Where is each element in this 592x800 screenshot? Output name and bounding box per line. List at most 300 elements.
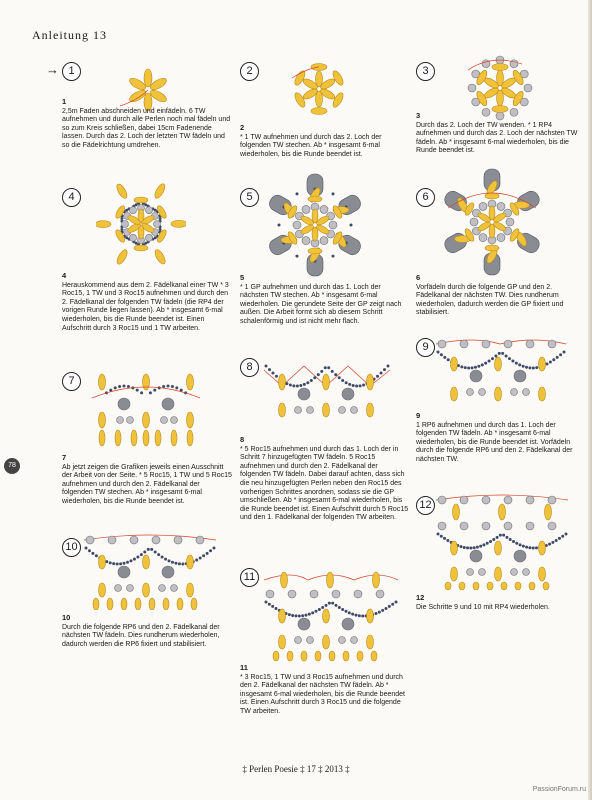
twin-bead	[107, 598, 113, 610]
twin-bead	[301, 651, 307, 661]
rocaille-bead	[331, 370, 334, 373]
twin-bead	[451, 541, 458, 555]
twin-bead	[323, 403, 330, 417]
rocaille-bead	[285, 382, 288, 385]
round-pearl	[511, 569, 518, 576]
rocaille-bead	[464, 366, 467, 369]
rocaille-bead	[460, 365, 463, 368]
step-circle-6: 6	[416, 188, 435, 207]
rocaille-bead	[549, 361, 552, 364]
twin-bead	[539, 357, 546, 371]
twin-bead	[539, 567, 546, 581]
step-text-4: 4 Herauskommend aus dem 2. Fädelkanal einer TW * 3 Roc15, 1 TW und 3 Roc15 aufnehmen und durch den 2. Fädelkanal der folgenden TW fädeln (die RP4 der vorigen Runde liegen lassen). Ab * insgesamt 6-mal wiederholen, bis die Runde beendet ist. Einen Aufschritt durch 3 Roc15 und 1 TW arbeiten.	[62, 271, 229, 332]
rocaille-bead	[467, 366, 470, 369]
twin-bead	[191, 598, 197, 610]
rocaille-bead	[358, 614, 361, 617]
rocaille-bead	[301, 614, 304, 617]
twin-bead	[273, 651, 279, 661]
rocaille-bead	[143, 551, 146, 554]
diagram-step-5	[262, 172, 368, 278]
twin-bead	[143, 555, 150, 569]
rocaille-bead	[498, 352, 501, 355]
round-pearl	[154, 221, 161, 228]
round-pearl	[320, 237, 328, 245]
gumdrop-pearl-body	[442, 231, 469, 256]
rocaille-bead	[320, 370, 323, 373]
round-pearl	[351, 407, 358, 414]
rocaille-bead	[515, 362, 518, 365]
rocaille-bead	[352, 384, 355, 387]
twin-bead	[367, 609, 374, 623]
rocaille-bead	[149, 391, 152, 394]
twin-bead	[515, 582, 521, 590]
rocaille-bead	[501, 352, 504, 355]
round-pearl	[162, 398, 174, 410]
rocaille-bead	[162, 385, 165, 388]
twin-bead	[96, 221, 111, 228]
step-text-6: 6 Vorfädeln durch die folgende GP und den 2. Fädelkanal der nächsten TW. Dies rundherum wiederholen, dadurch werden die GP fixiert und stabilisiert.	[416, 273, 564, 317]
rocaille-bead	[535, 546, 538, 549]
rocaille-bead	[443, 356, 446, 359]
diagram-step-4	[96, 180, 186, 268]
twin-bead	[539, 541, 546, 555]
twin-bead	[144, 69, 152, 87]
twin-bead	[99, 374, 106, 390]
round-pearl	[514, 550, 526, 562]
rocaille-bead	[318, 608, 321, 611]
rocaille-bead	[528, 546, 531, 549]
round-pearl	[130, 234, 137, 241]
twin-bead	[187, 374, 194, 390]
page-edge	[588, 0, 592, 800]
rocaille-bead	[268, 368, 271, 371]
rocaille-bead	[109, 561, 112, 564]
rocaille-bead	[303, 383, 306, 386]
rocaille-bead	[168, 559, 171, 562]
twin-bead	[308, 248, 322, 254]
twin-bead	[287, 651, 293, 661]
rocaille-bead	[338, 606, 341, 609]
round-pearl	[354, 590, 362, 598]
twin-bead	[281, 572, 288, 588]
round-pearl	[266, 590, 274, 598]
round-pearl	[152, 536, 160, 544]
rocaille-bead	[477, 365, 480, 368]
rocaille-bead	[348, 611, 351, 614]
rocaille-bead	[345, 381, 348, 384]
step-circle-8: 8	[240, 358, 259, 377]
twin-bead	[485, 193, 499, 199]
rocaille-bead	[341, 608, 344, 611]
twin-bead	[473, 582, 479, 590]
rocaille-bead	[376, 375, 379, 378]
twin-bead	[453, 504, 460, 520]
twin-bead	[323, 374, 330, 390]
rocaille-bead	[159, 228, 162, 231]
step-circle-5: 5	[240, 188, 259, 207]
rocaille-bead	[446, 539, 449, 542]
step-text-1: 1 2,5m Faden abschneiden und einfädeln. 6 TW aufnehmen und durch alle Perlen noch mal fädeln und so zum Kreis schließen, dabei 15cm Fadenende lassen. Durch das 2. Loch der letzten TW fädeln und so die Fädelrichtung umdrehen.	[62, 97, 231, 149]
rocaille-bead	[391, 603, 394, 606]
rocaille-bead	[159, 217, 162, 220]
rocaille-bead	[299, 384, 302, 387]
twin-bead	[135, 598, 141, 610]
rocaille-bead	[123, 385, 126, 388]
rocaille-bead	[375, 612, 378, 615]
rocaille-bead	[178, 562, 181, 565]
twin-bead	[495, 387, 502, 401]
round-pearl	[339, 407, 346, 414]
round-pearl	[438, 522, 446, 530]
rocaille-bead	[437, 351, 440, 354]
step-text-12: 12 Die Schritte 9 und 10 mit RP4 wiederholen.	[416, 593, 550, 611]
round-pearl	[161, 417, 168, 424]
rocaille-bead	[380, 372, 383, 375]
rocaille-bead	[443, 537, 446, 540]
twin-bead	[99, 583, 106, 597]
round-pearl	[108, 536, 116, 544]
twin-bead	[545, 504, 552, 520]
rocaille-bead	[479, 545, 482, 548]
round-pearl	[86, 536, 94, 544]
round-pearl	[115, 585, 122, 592]
rocaille-bead	[175, 386, 178, 389]
rocaille-bead	[140, 553, 143, 556]
page-footer: ‡ Perlen Poesie ‡ 17 ‡ 2013 ‡	[242, 764, 350, 774]
round-pearl	[288, 590, 296, 598]
round-pearl	[310, 590, 318, 598]
twin-bead	[143, 430, 149, 446]
step-text-2: 2 * 1 TW aufnehmen und durch das 2. Loch der folgenden TW stechen. Ab * insgesamt 6-mal wiederholen, bis die Runde beendet ist.	[240, 123, 382, 158]
rocaille-bead	[85, 547, 88, 550]
twin-bead	[501, 582, 507, 590]
twin-bead	[357, 651, 363, 661]
twin-bead	[143, 374, 150, 390]
round-pearl	[117, 417, 124, 424]
rocaille-bead	[482, 543, 485, 546]
rocaille-bead	[440, 535, 443, 538]
rocaille-bead	[387, 365, 390, 368]
round-pearl	[470, 370, 482, 382]
rocaille-bead	[355, 384, 358, 387]
twin-bead	[279, 403, 286, 417]
rocaille-bead	[278, 224, 281, 227]
rocaille-bead	[161, 555, 164, 558]
step-circle-3: 3	[416, 62, 435, 81]
rocaille-bead	[199, 557, 202, 560]
rocaille-bead	[305, 614, 308, 617]
rocaille-bead	[509, 538, 512, 541]
twin-bead	[487, 582, 493, 590]
gumdrop-pearl-body	[515, 189, 542, 214]
rocaille-bead	[469, 546, 472, 549]
rocaille-bead	[268, 603, 271, 606]
step-text-5: 5 * 1 GP aufnehmen und durch das 1. Loch der nächsten TW stechen. Ab * insgesamt 6-mal wiederholen. Die gerundete Seite der GP zeigt nach außen. Die Arbeit formt sich ab diesem Schritt schalenförmig und ist nicht mehr flach.	[240, 273, 402, 325]
twin-bead	[115, 430, 121, 446]
rocaille-bead	[341, 379, 344, 382]
twin-bead	[143, 583, 150, 597]
rocaille-bead	[473, 546, 476, 549]
rocaille-bead	[313, 376, 316, 379]
step-text-8: 8 * 5 Roc15 aufnehmen und durch das 1. Loch der in Schritt 7 hinzugefügten TW fädeln. 5 Roc15 aufnehmen und durch den 2. Fädelkanal der folgenden TW fädeln. Dabei darauf achten, dass sich die neu hinzugefügten Perlen neben den Roc15 des vorherigen Schrittes anordnen, sodass sie die GP umschließen. Ab * insgesamt 6-mal wiederholen, bis die Runde beendet ist. Einen Aufschritt durch 5 Roc15 und den 1. Fädelkanal der folgenden TW arbeiten.	[240, 435, 409, 522]
round-pearl	[467, 389, 474, 396]
rocaille-bead	[292, 384, 295, 387]
round-pearl	[504, 522, 512, 530]
rocaille-bead	[119, 562, 122, 565]
round-pearl	[130, 207, 137, 214]
round-pearl	[130, 536, 138, 544]
rocaille-bead	[522, 365, 525, 368]
twin-bead	[323, 609, 330, 623]
round-pearl	[479, 389, 486, 396]
rocaille-bead	[334, 373, 337, 376]
rocaille-bead	[296, 384, 299, 387]
rocaille-bead	[361, 614, 364, 617]
rocaille-bead	[331, 602, 334, 605]
rocaille-bead	[181, 562, 184, 565]
rocaille-bead	[552, 358, 555, 361]
rocaille-bead	[348, 383, 351, 386]
rocaille-bead	[489, 540, 492, 543]
rocaille-bead	[150, 548, 153, 551]
twin-bead	[451, 387, 458, 401]
gumdrop-pearl	[515, 189, 542, 214]
rocaille-bead	[271, 605, 274, 608]
step-text-3: 3 Durch das 2. Loch der TW wenden. * 1 RP4 aufnehmen und durch das 2. Loch der nächsten TW fädeln. Ab * insgesamt 6-mal wiederholen, bis die Runde beendet ist.	[416, 111, 578, 155]
watermark: PassionForum.ru	[532, 786, 586, 793]
rocaille-bead	[525, 546, 528, 549]
round-pearl	[470, 550, 482, 562]
twin-bead	[459, 582, 465, 590]
rocaille-bead	[565, 533, 568, 536]
twin-bead	[155, 430, 161, 446]
round-pearl	[127, 585, 134, 592]
rocaille-bead	[335, 604, 338, 607]
rocaille-bead	[91, 552, 94, 555]
twin-bead	[499, 504, 506, 520]
rocaille-bead	[512, 540, 515, 543]
round-pearl	[548, 522, 556, 530]
round-pearl	[497, 202, 505, 210]
rocaille-bead	[551, 541, 554, 544]
twin-bead	[343, 651, 349, 661]
diagram-step-9	[434, 334, 568, 406]
round-pearl	[460, 522, 468, 530]
rocaille-bead	[484, 362, 487, 365]
rocaille-bead	[459, 545, 462, 548]
round-pearl	[479, 569, 486, 576]
twin-bead	[171, 430, 177, 446]
twin-bead	[529, 582, 535, 590]
rocaille-bead	[317, 373, 320, 376]
twin-bead	[373, 572, 380, 588]
rocaille-bead	[563, 351, 566, 354]
rocaille-bead	[351, 613, 354, 616]
arrow-right-icon: →	[46, 62, 59, 77]
rocaille-bead	[388, 605, 391, 608]
round-pearl	[342, 388, 354, 400]
twin-bead	[451, 357, 458, 371]
rocaille-bead	[136, 555, 139, 558]
twin-bead	[115, 182, 129, 199]
rocaille-bead	[492, 538, 495, 541]
twin-bead	[153, 248, 167, 265]
twin-bead	[327, 572, 334, 588]
rocaille-bead	[378, 611, 381, 614]
round-pearl	[506, 218, 514, 226]
twin-bead	[367, 374, 374, 390]
rocaille-bead	[123, 562, 126, 565]
rocaille-bead	[532, 546, 535, 549]
round-pearl	[470, 218, 478, 226]
step-text-11: 11 * 3 Roc15, 1 TW und 3 Roc15 aufnehmen und durch den 2. Fädelkanal der nächsten TW fädeln. Ab * insgesamt 6-mal wiederholen, bis die Runde beendet ist. Einen Aufschritt durch 3 Roc15 und die folgende TW arbeiten.	[240, 663, 405, 715]
step-circle-9: 9	[416, 338, 435, 357]
rocaille-bead	[528, 366, 531, 369]
round-pearl	[526, 340, 534, 348]
rocaille-bead	[518, 363, 521, 366]
twin-bead	[187, 412, 194, 428]
step-text-10: 10 Durch die folgende RP6 und den 2. Fädelkanal der nächsten TW fädeln. Dies rundherum wiederholen, dadurch werden die RP6 fixiert und stabilisiert.	[62, 613, 220, 648]
round-pearl	[159, 585, 166, 592]
rocaille-bead	[548, 543, 551, 546]
round-pearl	[127, 417, 134, 424]
round-pearl	[171, 585, 178, 592]
diagram-step-8	[262, 352, 392, 422]
round-pearl	[298, 618, 310, 630]
rocaille-bead	[171, 561, 174, 564]
rocaille-bead	[136, 389, 139, 392]
twin-bead	[367, 635, 374, 649]
round-pearl	[467, 569, 474, 576]
round-pearl	[122, 221, 129, 228]
diagram-step-10	[82, 528, 218, 610]
step-circle-7: 7	[62, 372, 81, 391]
round-pearl	[526, 496, 534, 504]
rocaille-bead	[437, 533, 440, 536]
rocaille-bead	[328, 602, 331, 605]
twin-bead	[99, 555, 106, 569]
twin-bead	[279, 609, 286, 623]
rocaille-bead	[153, 389, 156, 392]
round-pearl	[511, 389, 518, 396]
round-pearl	[302, 237, 310, 245]
rocaille-bead	[395, 601, 398, 604]
twin-bead	[371, 651, 377, 661]
rocaille-bead	[296, 255, 299, 258]
rocaille-bead	[114, 386, 117, 389]
rocaille-bead	[271, 372, 274, 375]
round-pearl	[548, 496, 556, 504]
rocaille-bead	[350, 224, 353, 227]
rocaille-bead	[306, 381, 309, 384]
round-pearl	[171, 417, 178, 424]
rocaille-bead	[561, 535, 564, 538]
diagram-step-2	[288, 58, 350, 120]
round-pearl	[118, 566, 130, 578]
twin-bead	[492, 64, 508, 71]
rocaille-bead	[559, 353, 562, 356]
rocaille-bead	[383, 368, 386, 371]
rocaille-bead	[505, 355, 508, 358]
step-circle-12: 12	[416, 496, 435, 515]
rocaille-bead	[296, 192, 299, 195]
diagram-step-11	[262, 566, 400, 662]
rocaille-bead	[332, 192, 335, 195]
rocaille-bead	[195, 559, 198, 562]
round-pearl	[146, 234, 153, 241]
rocaille-bead	[525, 366, 528, 369]
round-pearl	[468, 84, 476, 92]
rocaille-bead	[325, 604, 328, 607]
rocaille-bead	[558, 537, 561, 540]
round-pearl	[479, 202, 487, 210]
rocaille-bead	[338, 376, 341, 379]
rocaille-bead	[496, 536, 499, 539]
gumdrop-pearl	[442, 231, 469, 256]
round-pearl	[524, 84, 532, 92]
twin-bead	[177, 598, 183, 610]
rocaille-bead	[315, 610, 318, 613]
round-pearl	[146, 207, 153, 214]
rocaille-bead	[129, 559, 132, 562]
diagram-step-6	[438, 168, 546, 276]
diagram-step-7	[90, 370, 202, 450]
rocaille-bead	[209, 549, 212, 552]
rocaille-bead	[275, 607, 278, 610]
rocaille-bead	[213, 547, 216, 550]
rocaille-bead	[355, 614, 358, 617]
rocaille-bead	[463, 546, 466, 549]
twin-bead	[495, 357, 502, 371]
round-pearl	[526, 522, 534, 530]
rocaille-bead	[120, 228, 123, 231]
round-pearl	[339, 637, 346, 644]
step-circle-2: 2	[240, 62, 259, 81]
rocaille-bead	[310, 379, 313, 382]
twin-bead	[495, 541, 502, 555]
round-pearl	[295, 637, 302, 644]
twin-bead	[134, 197, 148, 203]
thread-line	[436, 340, 566, 344]
twin-bead	[187, 555, 194, 569]
twin-bead	[308, 196, 322, 202]
twin-bead	[543, 582, 549, 590]
round-pearl	[438, 340, 446, 348]
round-pearl	[162, 566, 174, 578]
rocaille-bead	[327, 366, 330, 369]
round-pearl	[497, 234, 505, 242]
rocaille-bead	[291, 614, 294, 617]
rocaille-bead	[174, 562, 177, 565]
twin-bead	[279, 374, 286, 390]
round-pearl	[460, 340, 468, 348]
diagram-step-12	[434, 490, 570, 590]
round-pearl	[523, 569, 530, 576]
page-number: 78	[4, 458, 20, 474]
rocaille-bead	[474, 366, 477, 369]
rocaille-bead	[345, 610, 348, 613]
twin-bead	[131, 430, 137, 446]
twin-bead	[143, 412, 150, 428]
step-circle-11: 11	[240, 568, 259, 587]
round-pearl	[307, 637, 314, 644]
rocaille-bead	[167, 385, 170, 388]
twin-bead	[99, 430, 105, 446]
twin-bead	[451, 567, 458, 581]
twin-bead	[311, 108, 327, 115]
round-pearl	[320, 205, 328, 213]
step-text-9: 9 1 RP6 aufnehmen und durch das 1. Loch der folgenden TW fädeln. Ab * insgesamt 6-mal wiederholen, bis die Runde beendet ist. Vorfädeln durch die folgende RP6 und den 2. Fädelkanal der nächsten TW.	[416, 411, 573, 463]
